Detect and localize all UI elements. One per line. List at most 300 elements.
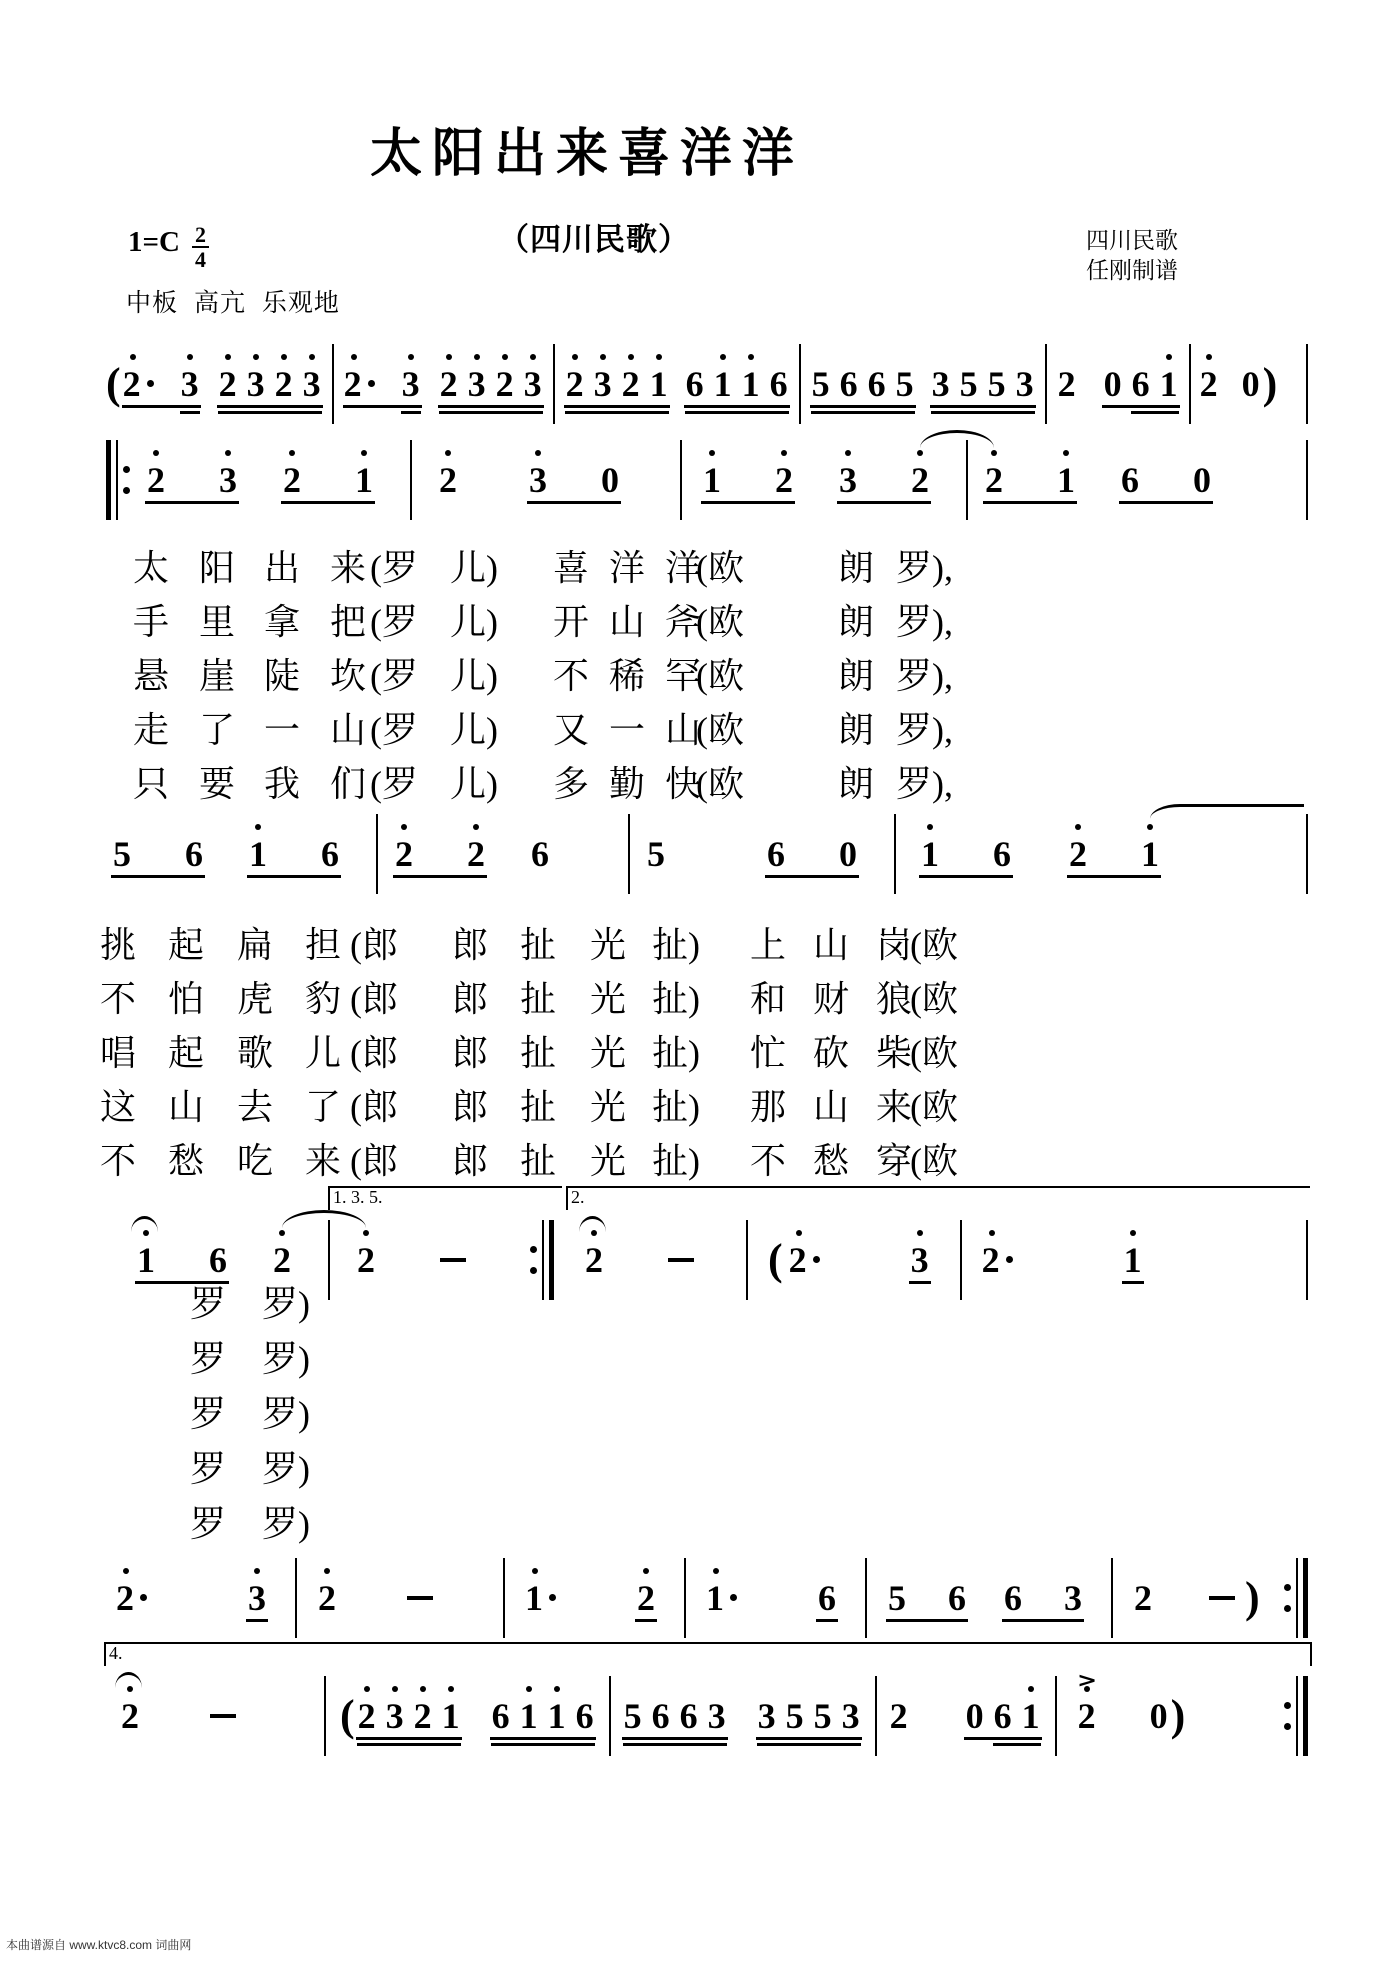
octave-dot [600, 354, 606, 360]
beam-line [1119, 501, 1213, 504]
note-group [317, 1578, 337, 1618]
note-digit: 3 [1015, 364, 1034, 404]
lyric-syllable: 郎 [452, 1087, 489, 1127]
jianpu-note [1021, 1696, 1041, 1736]
lyric-syllable: 又 [553, 710, 590, 750]
rest-note [600, 460, 620, 500]
lyric-syllable: 担 [305, 925, 342, 965]
note-group [584, 1240, 604, 1280]
lyric-syllable: 陡 [264, 656, 301, 696]
jianpu-note [584, 1240, 604, 1280]
augmentation-dot [368, 380, 375, 387]
beam-line [701, 501, 795, 504]
jianpu-note [593, 364, 613, 404]
lyric-syllable: 财 [813, 979, 850, 1019]
duration-dash [210, 1714, 236, 1718]
note-digit: 5 [647, 834, 665, 874]
close-paren: ) [1170, 1691, 1186, 1740]
barline [410, 440, 412, 520]
jianpu-note [1140, 834, 1160, 874]
lyric-syllable: 们 [330, 764, 367, 804]
tempo-marking: 中板 高亢 乐观地 [126, 289, 340, 317]
lyric-syllable: (欧 [696, 656, 744, 696]
lyric-syllable: 那 [750, 1087, 787, 1127]
note-digit: 5 [987, 364, 1006, 404]
jianpu-note [136, 1240, 156, 1280]
octave-dot [448, 1686, 454, 1692]
lyric-syllable: 扯) [652, 1033, 700, 1073]
lyric-syllable: (罗 [370, 656, 418, 696]
note-group [1241, 364, 1261, 404]
beam-line [837, 501, 931, 504]
note-group [1076, 1668, 1097, 1736]
lyric-row [0, 1025, 1387, 1073]
jianpu-note [987, 364, 1007, 404]
octave-dot [927, 824, 933, 830]
lyric-syllable: 不 [100, 1141, 137, 1181]
beam-line [246, 1619, 268, 1622]
jianpu-note [116, 1578, 147, 1618]
barline [332, 344, 334, 424]
volta-bracket [328, 1186, 562, 1210]
lyric-syllable: 洋 [665, 548, 702, 588]
lyric-syllable: 狼 [876, 979, 913, 1019]
rest-note [1103, 364, 1123, 404]
open-paren: ( [106, 359, 121, 408]
note-digit: 3 [839, 460, 857, 500]
lyric-syllable: 吃 [237, 1141, 274, 1181]
note-digit: 3 [529, 460, 547, 500]
lyric-syllable: 洋 [609, 548, 646, 588]
note-digit: 2 [439, 460, 457, 500]
note-digit: 2 [565, 364, 584, 404]
note-digit: 3 [910, 1240, 929, 1280]
jianpu-note [1068, 834, 1088, 874]
note-digit: 6 [679, 1696, 698, 1736]
lyric-syllable: 豹 [305, 979, 342, 1019]
barline [503, 1558, 505, 1638]
note-group [438, 460, 458, 500]
octave-dot [187, 354, 193, 360]
note-group [889, 1696, 909, 1736]
rest-note [1149, 1696, 1169, 1736]
lyric-syllable: 忙 [750, 1033, 787, 1073]
note-group [248, 834, 340, 874]
note-digit: 2 [1199, 364, 1218, 404]
lyric-row [0, 594, 1387, 642]
note-digit: 1 [137, 1240, 155, 1280]
note-group [528, 460, 620, 500]
lyric-syllable: 愁 [168, 1141, 205, 1181]
beam-line [218, 411, 322, 414]
octave-dot [474, 354, 480, 360]
lyric-syllable: 悬 [133, 656, 170, 696]
volta-label: 4. [109, 1643, 123, 1663]
octave-dot [709, 450, 715, 456]
lyric-syllable: 穿 [876, 1141, 913, 1181]
jianpu-note [357, 1696, 377, 1736]
jianpu-note [947, 1578, 967, 1618]
note-digit: 3 [385, 1696, 404, 1736]
jianpu-note [1199, 364, 1219, 404]
rest-note [1241, 364, 1261, 404]
lyric-syllable: 扯 [520, 1141, 557, 1181]
note-group [116, 1578, 147, 1618]
music-line-5 [106, 1550, 1308, 1646]
octave-dot [781, 450, 787, 456]
note-digit: 1 [249, 834, 267, 874]
lyric-syllable: 罗) [262, 1449, 310, 1489]
note-group [1149, 1696, 1169, 1736]
lyric-syllable: 了 [305, 1087, 342, 1127]
augmentation-dot [813, 1256, 820, 1263]
note-group [122, 364, 200, 404]
note-digit: 6 [948, 1578, 966, 1618]
volta-label: 2. [571, 1187, 585, 1207]
beam-line [685, 411, 789, 414]
lyric-syllable: 我 [264, 764, 301, 804]
jianpu-note [992, 834, 1012, 874]
jianpu-note [385, 1696, 405, 1736]
jianpu-note [887, 1578, 907, 1618]
note-group [394, 834, 486, 874]
note-digit: 2 [283, 460, 301, 500]
repeat-dots [1284, 1702, 1291, 1730]
lyric-syllable: (郎 [350, 1141, 398, 1181]
octave-dot [324, 1568, 330, 1574]
note-digit: 2 [439, 364, 458, 404]
beam-line [145, 501, 239, 504]
lyric-syllable: 多 [553, 764, 590, 804]
note-group [920, 834, 1012, 874]
augmentation-dot [730, 1594, 737, 1601]
note-digit: 2 [218, 364, 237, 404]
lyric-syllable: 罗 [190, 1339, 227, 1379]
augmentation-dot [147, 380, 154, 387]
note-digit: 2 [495, 364, 514, 404]
note-digit: 1 [519, 1696, 538, 1736]
jianpu-note [320, 834, 340, 874]
lyric-syllable: 罗) [262, 1394, 310, 1434]
jianpu-note [218, 364, 238, 404]
lyric-syllable: 朗 [838, 548, 875, 588]
jianpu-note [565, 364, 585, 404]
note-group [1068, 834, 1160, 874]
note-digit: 2 [121, 1696, 139, 1736]
beam-line [964, 1737, 1042, 1740]
octave-dot [628, 354, 634, 360]
lyric-syllable: 罗 [190, 1449, 227, 1489]
barline [684, 1558, 686, 1638]
note-digit: 1 [1057, 460, 1075, 500]
jianpu-note [184, 834, 204, 874]
beam-line [438, 405, 544, 408]
lyric-syllable: 喜 [553, 548, 590, 588]
jianpu-note [495, 364, 515, 404]
octave-dot [526, 1686, 532, 1692]
jianpu-note [547, 1696, 567, 1736]
jianpu-note [1063, 1578, 1083, 1618]
beam-line [757, 1743, 861, 1746]
jianpu-note [1120, 460, 1140, 500]
credit-transcriber: 任刚制谱 [1086, 258, 1178, 283]
jianpu-note [317, 1578, 337, 1618]
song-title: 太阳出来喜洋洋 [369, 122, 804, 184]
volta-label: 1. 3. 5. [333, 1187, 383, 1207]
lyric-row [0, 917, 1387, 965]
note-group [1057, 364, 1077, 404]
jianpu-note [1076, 1668, 1097, 1736]
note-digit: 2 [788, 1240, 807, 1280]
lyric-syllable: (罗 [370, 710, 418, 750]
octave-dot [1206, 354, 1212, 360]
octave-dot [279, 1230, 285, 1236]
note-digit: 1 [703, 460, 721, 500]
octave-dot [532, 1568, 538, 1574]
jianpu-note [889, 1696, 909, 1736]
note-digit: 2 [413, 1696, 432, 1736]
beam-line [180, 411, 200, 414]
jianpu-note [910, 1240, 930, 1280]
note-digit: 2 [122, 364, 141, 404]
octave-dot [572, 354, 578, 360]
jianpu-note [713, 364, 733, 404]
note-group [817, 1578, 837, 1618]
octave-dot [554, 1686, 560, 1692]
octave-dot [502, 354, 508, 360]
jianpu-note [120, 1696, 140, 1736]
jianpu-note [910, 460, 930, 500]
note-group [1120, 460, 1212, 500]
octave-dot [1075, 824, 1081, 830]
note-group [1003, 1578, 1083, 1618]
beam-line [564, 405, 670, 408]
music-line-3 [106, 806, 1308, 902]
beam-line [810, 405, 916, 408]
repeat-dots [123, 466, 130, 494]
note-group [1123, 1240, 1143, 1280]
beam-line [811, 411, 915, 414]
note-group [702, 460, 794, 500]
note-digit: 3 [246, 364, 265, 404]
jianpu-note [122, 364, 154, 404]
barline-thin [1296, 1676, 1298, 1756]
tie-arc [282, 1210, 366, 1228]
note-digit: 2 [621, 364, 640, 404]
lyric-syllable: 把 [330, 602, 367, 642]
jianpu-note [467, 364, 487, 404]
lyric-syllable: (罗 [370, 548, 418, 588]
lyric-syllable: 山 [330, 710, 367, 750]
lyric-syllable: 罗), [896, 710, 953, 750]
barline-thin [116, 440, 118, 520]
octave-dot [917, 1230, 923, 1236]
repeat-dot [530, 1246, 537, 1253]
note-group [343, 364, 421, 404]
note-group [530, 834, 550, 874]
beam-line [765, 875, 859, 878]
jianpu-note [785, 1696, 805, 1736]
octave-dot [281, 354, 287, 360]
beam-line [635, 1619, 657, 1622]
octave-dot [123, 1568, 129, 1574]
octave-dot [1063, 450, 1069, 456]
lyric-syllable: 来 [305, 1141, 342, 1181]
note-group [838, 460, 930, 500]
note-digit: 2 [985, 460, 1003, 500]
jianpu-note [636, 1578, 656, 1618]
volta-bracket [566, 1186, 1310, 1210]
note-digit: 5 [888, 1578, 906, 1618]
jianpu-note [466, 834, 486, 874]
lyric-syllable: (欧 [696, 548, 744, 588]
barline [628, 814, 630, 894]
jianpu-note [920, 834, 940, 874]
jianpu-note [651, 1696, 671, 1736]
note-digit: 0 [1103, 364, 1122, 404]
note-group [887, 1578, 967, 1618]
lyric-syllable: 虎 [237, 979, 274, 1019]
note-digit: 3 [302, 364, 321, 404]
lyric-syllable: 扯 [520, 1087, 557, 1127]
octave-dot [289, 450, 295, 456]
octave-dot [225, 450, 231, 456]
jianpu-note [530, 834, 550, 874]
lyric-row [0, 702, 1387, 750]
lyric-syllable: (郎 [350, 925, 398, 965]
repeat-start-sign [106, 440, 130, 520]
note-digit: 2 [343, 364, 362, 404]
jianpu-note [343, 364, 375, 404]
note-digit: 2 [318, 1578, 336, 1618]
jianpu-note [146, 460, 166, 500]
lyric-syllable: 儿) [450, 602, 498, 642]
tie-arc [1150, 804, 1304, 822]
note-digit: 3 [757, 1696, 776, 1736]
note-group [646, 834, 666, 874]
barline [1055, 1676, 1057, 1756]
jianpu-note [702, 460, 722, 500]
octave-dot [473, 824, 479, 830]
beam-line [919, 875, 1013, 878]
lyric-syllable: 罗), [896, 656, 953, 696]
note-digit: 3 [248, 1578, 266, 1618]
note-digit: 3 [401, 364, 420, 404]
note-digit: 3 [931, 364, 950, 404]
duration-dash [407, 1596, 433, 1600]
jianpu-note [523, 364, 543, 404]
lyric-syllable: 罗 [190, 1504, 227, 1544]
note-digit: 2 [637, 1578, 655, 1618]
music-line-6 [106, 1643, 1308, 1764]
jianpu-note [984, 460, 1004, 500]
note-digit: 2 [116, 1578, 134, 1618]
octave-dot [361, 450, 367, 456]
jianpu-note [769, 364, 789, 404]
note-digit: 2 [357, 1696, 376, 1736]
note-digit: 2 [1069, 834, 1087, 874]
note-digit: 2 [911, 460, 929, 500]
lyric-syllable: (郎 [350, 1087, 398, 1127]
lyric-syllable: 勤 [609, 764, 646, 804]
octave-dot [917, 450, 923, 456]
lyric-syllable: 愁 [813, 1141, 850, 1181]
octave-dot [253, 354, 259, 360]
note-digit: 6 [1121, 460, 1139, 500]
note-group [623, 1696, 727, 1736]
lyric-syllable: 扯 [520, 1033, 557, 1073]
octave-dot [351, 354, 357, 360]
tie-continuation-arc [115, 1672, 142, 1688]
lyric-syllable: 罗), [896, 602, 953, 642]
lyric-syllable: 歌 [237, 1033, 274, 1073]
beam-line [491, 1743, 595, 1746]
note-digit: 6 [769, 364, 788, 404]
note-digit: 3 [593, 364, 612, 404]
lyric-row [0, 648, 1387, 696]
note-group [136, 1240, 228, 1280]
jianpu-note [1057, 364, 1077, 404]
repeat-dots [530, 1246, 537, 1274]
close-paren: ) [1245, 1573, 1260, 1622]
note-digit: 2 [273, 1240, 291, 1280]
octave-dot [392, 1686, 398, 1692]
lyric-row [0, 1386, 1387, 1434]
augmentation-dot [140, 1594, 147, 1601]
barline [1111, 1558, 1113, 1638]
jianpu-note [788, 1240, 820, 1280]
beam-line [357, 1743, 461, 1746]
jianpu-note [208, 1240, 228, 1280]
lyric-syllable: 出 [264, 548, 301, 588]
lyric-syllable: 扯 [520, 925, 557, 965]
repeat-end-sign [1284, 1676, 1308, 1756]
lyric-syllable: 山 [813, 1087, 850, 1127]
note-group [931, 364, 1035, 404]
lyric-syllable: 扯) [652, 1087, 700, 1127]
lyric-syllable: 只 [133, 764, 170, 804]
jianpu-note [441, 1696, 461, 1736]
jianpu-note [218, 460, 238, 500]
octave-dot [130, 354, 136, 360]
beam-line [217, 405, 323, 408]
lyric-syllable: 不 [553, 656, 590, 696]
note-digit: 2 [585, 1240, 603, 1280]
jianpu-note [811, 364, 831, 404]
beam-line [1102, 405, 1180, 408]
note-group [984, 460, 1076, 500]
lyric-syllable: 山 [609, 602, 646, 642]
note-digit: 1 [713, 364, 732, 404]
barline [799, 344, 801, 424]
octave-dot [255, 824, 261, 830]
note-digit: 0 [965, 1696, 984, 1736]
jianpu-note [247, 1578, 267, 1618]
lyric-syllable: 扯) [652, 1141, 700, 1181]
jianpu-note [993, 1696, 1013, 1736]
lyric-syllable: 砍 [813, 1033, 850, 1073]
jianpu-note [1015, 364, 1035, 404]
lyric-syllable: 不 [750, 1141, 787, 1181]
jianpu-note [959, 364, 979, 404]
jianpu-note [623, 1696, 643, 1736]
repeat-dot [1284, 1702, 1291, 1709]
note-digit: 6 [531, 834, 549, 874]
note-group [120, 1696, 140, 1736]
jianpu-note [813, 1696, 833, 1736]
note-digit: 5 [113, 834, 131, 874]
lyric-syllable: (欧 [910, 1087, 958, 1127]
